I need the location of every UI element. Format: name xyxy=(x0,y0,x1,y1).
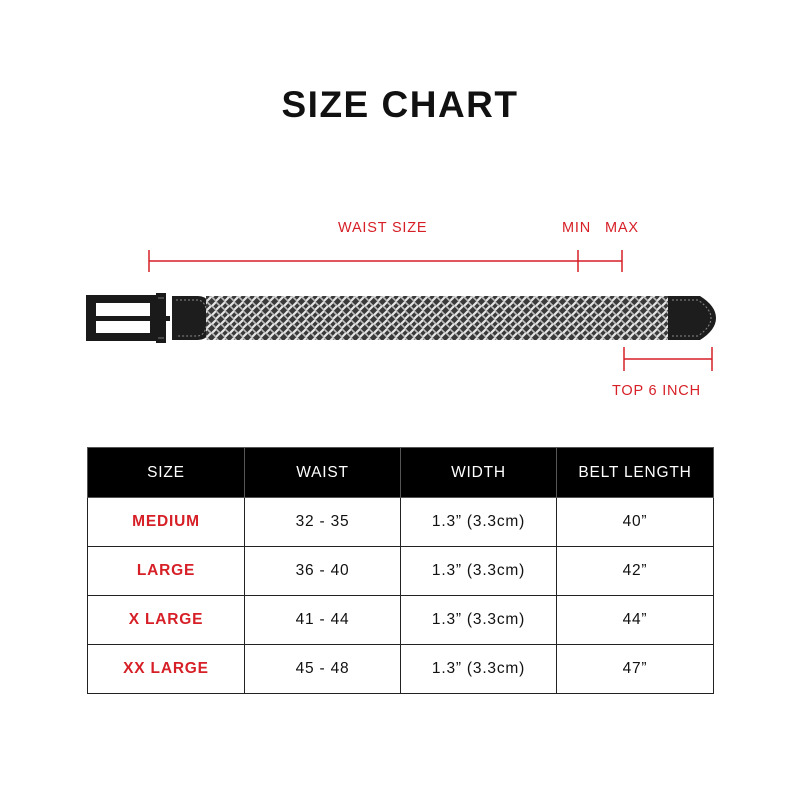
min-label: MIN xyxy=(562,220,591,236)
size-cell: LARGE xyxy=(88,547,245,596)
table-header-row xyxy=(88,448,714,498)
waist-cell: 41 - 44 xyxy=(245,596,401,645)
width-cell: 1.3” (3.3cm) xyxy=(401,547,557,596)
max-label: MAX xyxy=(605,220,639,236)
size-cell: X LARGE xyxy=(88,596,245,645)
width-cell: 1.3” (3.3cm) xyxy=(401,596,557,645)
waist-measure-line xyxy=(149,250,622,272)
woven-strap xyxy=(206,296,676,340)
leather-tip-right xyxy=(668,296,716,340)
buckle xyxy=(86,293,170,343)
size-table xyxy=(87,447,714,694)
waist-cell: 36 - 40 xyxy=(245,547,401,596)
page-title: SIZE CHART xyxy=(281,84,519,125)
length-cell: 42” xyxy=(557,547,714,596)
waist-cell: 45 - 48 xyxy=(245,645,401,694)
belt-diagram xyxy=(0,200,800,410)
length-cell: 40” xyxy=(557,498,714,547)
size-cell: XX LARGE xyxy=(88,645,245,694)
header-size: SIZE xyxy=(88,448,245,498)
length-cell: 47” xyxy=(557,645,714,694)
table-row xyxy=(88,498,714,547)
size-cell: MEDIUM xyxy=(88,498,245,547)
width-cell: 1.3” (3.3cm) xyxy=(401,645,557,694)
table-row xyxy=(88,547,714,596)
length-cell: 44” xyxy=(557,596,714,645)
table-row xyxy=(88,645,714,694)
top-measure-line xyxy=(624,347,712,371)
waist-cell: 32 - 35 xyxy=(245,498,401,547)
width-cell: 1.3” (3.3cm) xyxy=(401,498,557,547)
table-row xyxy=(88,596,714,645)
header-waist: WAIST xyxy=(245,448,401,498)
header-width: WIDTH xyxy=(401,448,557,498)
waist-size-label: WAIST SIZE xyxy=(338,220,428,236)
header-belt-length: BELT LENGTH xyxy=(557,448,714,498)
top-6-inch-label: TOP 6 INCH xyxy=(612,383,701,399)
